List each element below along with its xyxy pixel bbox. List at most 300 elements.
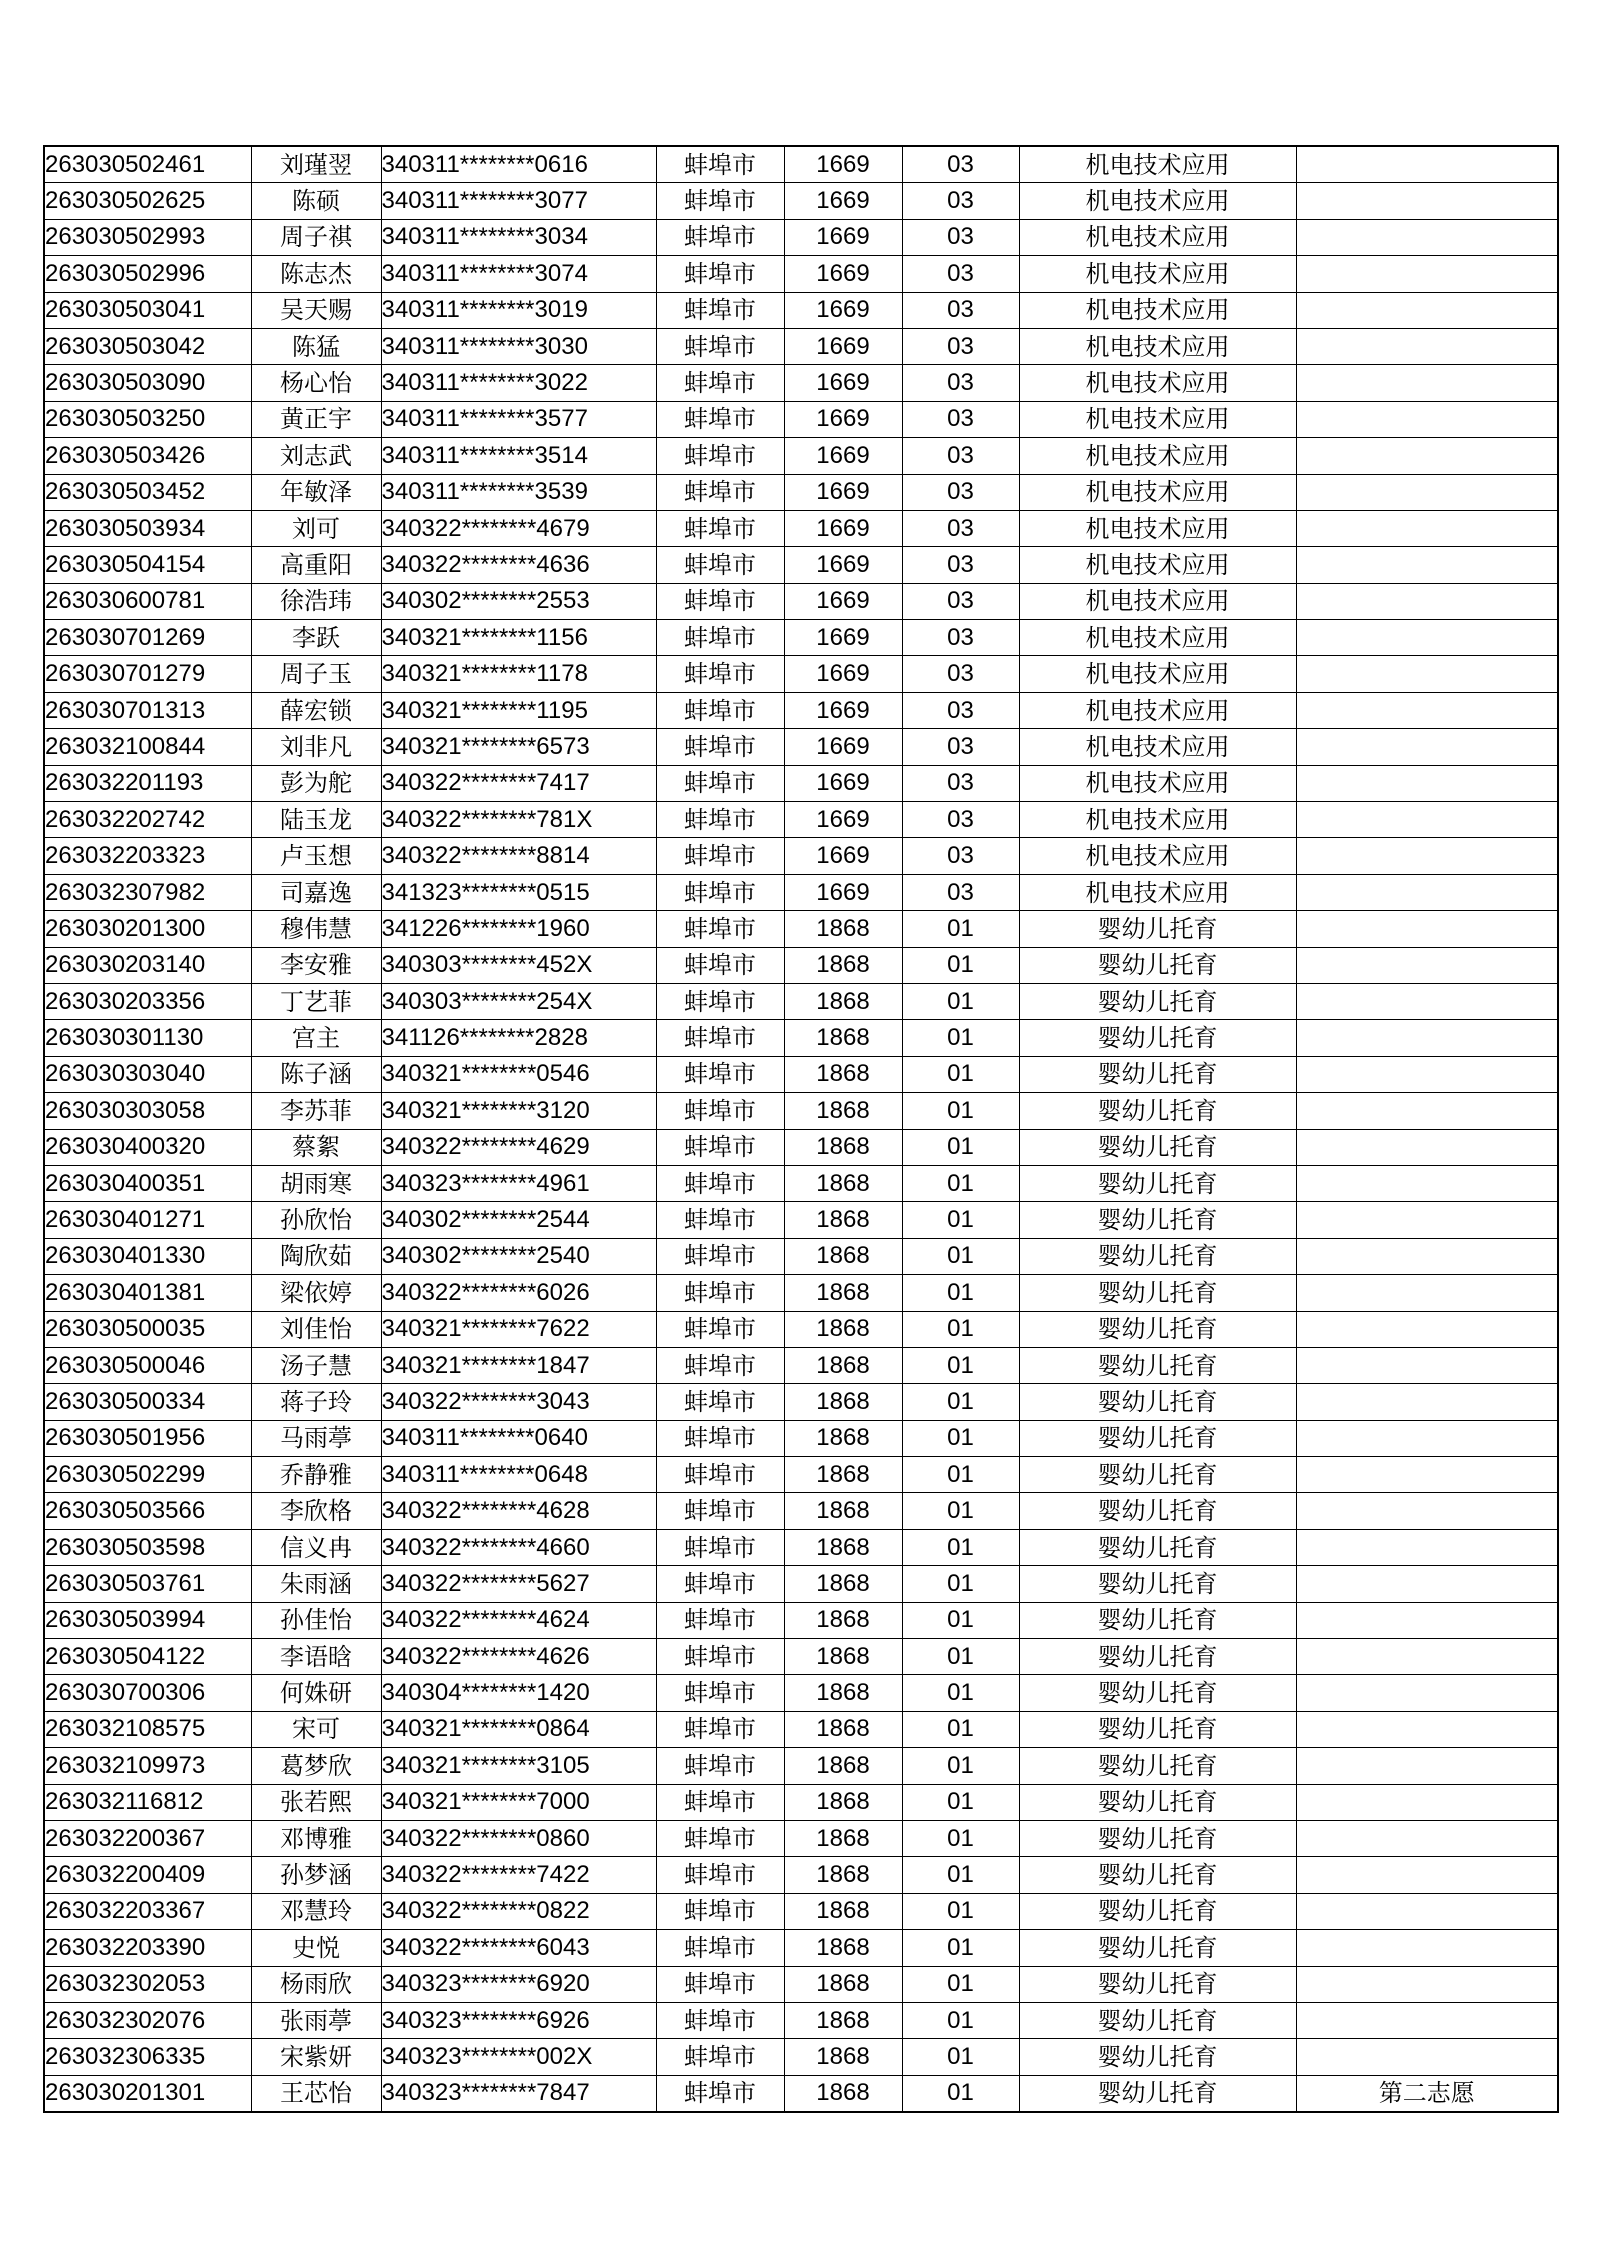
- table-row: [44, 1675, 1558, 1711]
- table-row: [44, 183, 1558, 219]
- major-name-cell: 婴幼儿托育: [1019, 1857, 1296, 1893]
- school-code-cell: 1868: [784, 983, 902, 1019]
- city-cell: 蚌埠市: [656, 219, 784, 255]
- exam-number-cell: 263032302076: [44, 2002, 251, 2038]
- student-name-cell: 张雨葶: [251, 2002, 381, 2038]
- id-card-cell: 340304********1420: [381, 1675, 656, 1711]
- exam-number-cell: 263030600781: [44, 583, 251, 619]
- major-number-cell: 01: [902, 1420, 1019, 1456]
- student-name-cell: 吴天赐: [251, 292, 381, 328]
- major-number-cell: 03: [902, 292, 1019, 328]
- student-name-cell: 丁艺菲: [251, 983, 381, 1019]
- table-row: [44, 1566, 1558, 1602]
- city-cell: 蚌埠市: [656, 1966, 784, 2002]
- major-number-cell: 01: [902, 1165, 1019, 1201]
- note-cell: [1296, 1711, 1558, 1747]
- major-number-cell: 01: [902, 983, 1019, 1019]
- note-cell: [1296, 1930, 1558, 1966]
- major-number-cell: 03: [902, 219, 1019, 255]
- student-name-cell: 陈硕: [251, 183, 381, 219]
- school-code-cell: 1669: [784, 219, 902, 255]
- note-cell: [1296, 656, 1558, 692]
- school-code-cell: 1868: [784, 1238, 902, 1274]
- city-cell: 蚌埠市: [656, 1238, 784, 1274]
- exam-number-cell: 263030700306: [44, 1675, 251, 1711]
- student-name-cell: 宫主: [251, 1020, 381, 1056]
- note-cell: [1296, 1202, 1558, 1238]
- city-cell: 蚌埠市: [656, 874, 784, 910]
- note-cell: [1296, 692, 1558, 728]
- major-number-cell: 01: [902, 1639, 1019, 1675]
- school-code-cell: 1868: [784, 1311, 902, 1347]
- school-code-cell: 1868: [784, 1566, 902, 1602]
- student-name-cell: 史悦: [251, 1930, 381, 1966]
- id-card-cell: 340311********0616: [381, 146, 656, 183]
- major-name-cell: 机电技术应用: [1019, 146, 1296, 183]
- note-cell: [1296, 983, 1558, 1019]
- id-card-cell: 340311********3030: [381, 328, 656, 364]
- table-row: [44, 1784, 1558, 1820]
- major-name-cell: 婴幼儿托育: [1019, 1966, 1296, 2002]
- major-number-cell: 01: [902, 1275, 1019, 1311]
- exam-number-cell: 263030503598: [44, 1529, 251, 1565]
- note-cell: [1296, 1493, 1558, 1529]
- student-name-cell: 年敏泽: [251, 474, 381, 510]
- city-cell: 蚌埠市: [656, 183, 784, 219]
- major-name-cell: 婴幼儿托育: [1019, 1093, 1296, 1129]
- city-cell: 蚌埠市: [656, 1930, 784, 1966]
- major-name-cell: 婴幼儿托育: [1019, 1202, 1296, 1238]
- major-name-cell: 婴幼儿托育: [1019, 1311, 1296, 1347]
- student-name-cell: 李欣格: [251, 1493, 381, 1529]
- school-code-cell: 1868: [784, 1820, 902, 1856]
- student-name-cell: 张若熙: [251, 1784, 381, 1820]
- major-number-cell: 03: [902, 583, 1019, 619]
- note-cell: [1296, 1311, 1558, 1347]
- note-cell: [1296, 1165, 1558, 1201]
- exam-number-cell: 263030502461: [44, 146, 251, 183]
- city-cell: 蚌埠市: [656, 510, 784, 546]
- school-code-cell: 1868: [784, 1493, 902, 1529]
- exam-number-cell: 263032108575: [44, 1711, 251, 1747]
- city-cell: 蚌埠市: [656, 838, 784, 874]
- exam-number-cell: 263030203356: [44, 983, 251, 1019]
- student-name-cell: 陶欣茹: [251, 1238, 381, 1274]
- exam-number-cell: 263032200409: [44, 1857, 251, 1893]
- table-row: [44, 583, 1558, 619]
- school-code-cell: 1669: [784, 328, 902, 364]
- school-code-cell: 1868: [784, 2039, 902, 2075]
- id-card-cell: 340322********4660: [381, 1529, 656, 1565]
- major-number-cell: 01: [902, 1129, 1019, 1165]
- major-number-cell: 01: [902, 1056, 1019, 1092]
- exam-number-cell: 263032203367: [44, 1893, 251, 1929]
- id-card-cell: 340322********7417: [381, 765, 656, 801]
- city-cell: 蚌埠市: [656, 1493, 784, 1529]
- note-cell: [1296, 729, 1558, 765]
- student-name-cell: 刘瑾翌: [251, 146, 381, 183]
- major-name-cell: 机电技术应用: [1019, 365, 1296, 401]
- table-row: [44, 401, 1558, 437]
- major-number-cell: 01: [902, 1311, 1019, 1347]
- exam-number-cell: 263030504154: [44, 547, 251, 583]
- school-code-cell: 1669: [784, 874, 902, 910]
- table-row: [44, 438, 1558, 474]
- id-card-cell: 340322********3043: [381, 1384, 656, 1420]
- id-card-cell: 340321********1178: [381, 656, 656, 692]
- school-code-cell: 1868: [784, 1784, 902, 1820]
- table-row: [44, 547, 1558, 583]
- id-card-cell: 340311********0648: [381, 1457, 656, 1493]
- student-name-cell: 周子玉: [251, 656, 381, 692]
- note-cell: [1296, 1457, 1558, 1493]
- id-card-cell: 340311********3077: [381, 183, 656, 219]
- table-row: [44, 146, 1558, 183]
- exam-number-cell: 263030201301: [44, 2075, 251, 2112]
- exam-number-cell: 263030203140: [44, 947, 251, 983]
- table-row: [44, 1639, 1558, 1675]
- exam-number-cell: 263030502299: [44, 1457, 251, 1493]
- student-name-cell: 李苏菲: [251, 1093, 381, 1129]
- table-row: [44, 765, 1558, 801]
- id-card-cell: 340322********4628: [381, 1493, 656, 1529]
- exam-number-cell: 263030701279: [44, 656, 251, 692]
- exam-number-cell: 263032202742: [44, 802, 251, 838]
- table-row: [44, 292, 1558, 328]
- school-code-cell: 1868: [784, 1457, 902, 1493]
- school-code-cell: 1669: [784, 183, 902, 219]
- exam-number-cell: 263030401330: [44, 1238, 251, 1274]
- student-name-cell: 陈猛: [251, 328, 381, 364]
- city-cell: 蚌埠市: [656, 1602, 784, 1638]
- note-cell: [1296, 510, 1558, 546]
- id-card-cell: 341323********0515: [381, 874, 656, 910]
- student-name-cell: 乔静雅: [251, 1457, 381, 1493]
- id-card-cell: 340321********3120: [381, 1093, 656, 1129]
- id-card-cell: 340321********1156: [381, 620, 656, 656]
- major-number-cell: 03: [902, 874, 1019, 910]
- roster-body: [44, 146, 1558, 2112]
- major-name-cell: 机电技术应用: [1019, 547, 1296, 583]
- table-row: [44, 1420, 1558, 1456]
- table-row: [44, 1748, 1558, 1784]
- exam-number-cell: 263032109973: [44, 1748, 251, 1784]
- school-code-cell: 1669: [784, 838, 902, 874]
- id-card-cell: 340311********3022: [381, 365, 656, 401]
- major-number-cell: 01: [902, 1893, 1019, 1929]
- city-cell: 蚌埠市: [656, 1639, 784, 1675]
- id-card-cell: 340321********1195: [381, 692, 656, 728]
- table-row: [44, 874, 1558, 910]
- table-row: [44, 219, 1558, 255]
- major-number-cell: 03: [902, 802, 1019, 838]
- city-cell: 蚌埠市: [656, 1893, 784, 1929]
- city-cell: 蚌埠市: [656, 547, 784, 583]
- major-number-cell: 03: [902, 547, 1019, 583]
- exam-number-cell: 263030303058: [44, 1093, 251, 1129]
- student-name-cell: 刘非凡: [251, 729, 381, 765]
- student-name-cell: 黄正宇: [251, 401, 381, 437]
- city-cell: 蚌埠市: [656, 2002, 784, 2038]
- table-row: [44, 1129, 1558, 1165]
- note-cell: [1296, 1857, 1558, 1893]
- school-code-cell: 1868: [784, 1056, 902, 1092]
- table-row: [44, 2075, 1558, 2112]
- school-code-cell: 1868: [784, 1347, 902, 1383]
- table-row: [44, 1602, 1558, 1638]
- exam-number-cell: 263030303040: [44, 1056, 251, 1092]
- student-name-cell: 信义冉: [251, 1529, 381, 1565]
- school-code-cell: 1669: [784, 547, 902, 583]
- city-cell: 蚌埠市: [656, 1784, 784, 1820]
- city-cell: 蚌埠市: [656, 583, 784, 619]
- city-cell: 蚌埠市: [656, 1165, 784, 1201]
- note-cell: [1296, 874, 1558, 910]
- note-cell: [1296, 583, 1558, 619]
- student-name-cell: 司嘉逸: [251, 874, 381, 910]
- id-card-cell: 340302********2540: [381, 1238, 656, 1274]
- table-row: [44, 947, 1558, 983]
- note-cell: [1296, 620, 1558, 656]
- student-name-cell: 葛梦欣: [251, 1748, 381, 1784]
- note-cell: [1296, 1020, 1558, 1056]
- school-code-cell: 1868: [784, 947, 902, 983]
- table-row: [44, 911, 1558, 947]
- note-cell: [1296, 2002, 1558, 2038]
- note-cell: [1296, 1529, 1558, 1565]
- table-row: [44, 474, 1558, 510]
- city-cell: 蚌埠市: [656, 1711, 784, 1747]
- school-code-cell: 1868: [784, 911, 902, 947]
- table-row: [44, 1093, 1558, 1129]
- note-cell: [1296, 438, 1558, 474]
- city-cell: 蚌埠市: [656, 292, 784, 328]
- major-number-cell: 01: [902, 1784, 1019, 1820]
- major-name-cell: 婴幼儿托育: [1019, 2075, 1296, 2112]
- id-card-cell: 340311********3539: [381, 474, 656, 510]
- note-cell: [1296, 1820, 1558, 1856]
- note-cell: 第二志愿: [1296, 2075, 1558, 2112]
- id-card-cell: 340323********002X: [381, 2039, 656, 2075]
- major-number-cell: 03: [902, 474, 1019, 510]
- id-card-cell: 340311********0640: [381, 1420, 656, 1456]
- id-card-cell: 340303********452X: [381, 947, 656, 983]
- student-name-cell: 宋可: [251, 1711, 381, 1747]
- id-card-cell: 340323********4961: [381, 1165, 656, 1201]
- note-cell: [1296, 765, 1558, 801]
- school-code-cell: 1868: [784, 1857, 902, 1893]
- major-name-cell: 婴幼儿托育: [1019, 1675, 1296, 1711]
- major-name-cell: 机电技术应用: [1019, 656, 1296, 692]
- exam-number-cell: 263030503452: [44, 474, 251, 510]
- exam-number-cell: 263032100844: [44, 729, 251, 765]
- major-name-cell: 机电技术应用: [1019, 874, 1296, 910]
- major-number-cell: 01: [902, 1457, 1019, 1493]
- major-name-cell: 婴幼儿托育: [1019, 1602, 1296, 1638]
- major-name-cell: 婴幼儿托育: [1019, 1493, 1296, 1529]
- note-cell: [1296, 1784, 1558, 1820]
- major-number-cell: 03: [902, 146, 1019, 183]
- school-code-cell: 1669: [784, 510, 902, 546]
- major-name-cell: 婴幼儿托育: [1019, 1275, 1296, 1311]
- id-card-cell: 340311********3514: [381, 438, 656, 474]
- exam-number-cell: 263030201300: [44, 911, 251, 947]
- major-number-cell: 01: [902, 2002, 1019, 2038]
- id-card-cell: 340311********3577: [381, 401, 656, 437]
- city-cell: 蚌埠市: [656, 1566, 784, 1602]
- major-name-cell: 婴幼儿托育: [1019, 1748, 1296, 1784]
- school-code-cell: 1669: [784, 802, 902, 838]
- table-row: [44, 1165, 1558, 1201]
- school-code-cell: 1669: [784, 474, 902, 510]
- major-number-cell: 01: [902, 1966, 1019, 2002]
- id-card-cell: 340311********3074: [381, 256, 656, 292]
- major-name-cell: 婴幼儿托育: [1019, 2039, 1296, 2075]
- major-name-cell: 机电技术应用: [1019, 765, 1296, 801]
- city-cell: 蚌埠市: [656, 1093, 784, 1129]
- note-cell: [1296, 256, 1558, 292]
- major-name-cell: 婴幼儿托育: [1019, 1529, 1296, 1565]
- city-cell: 蚌埠市: [656, 1748, 784, 1784]
- student-name-cell: 卢玉想: [251, 838, 381, 874]
- exam-number-cell: 263030503566: [44, 1493, 251, 1529]
- city-cell: 蚌埠市: [656, 401, 784, 437]
- city-cell: 蚌埠市: [656, 620, 784, 656]
- id-card-cell: 340322********4626: [381, 1639, 656, 1675]
- note-cell: [1296, 947, 1558, 983]
- city-cell: 蚌埠市: [656, 1457, 784, 1493]
- table-row: [44, 656, 1558, 692]
- exam-number-cell: 263030501956: [44, 1420, 251, 1456]
- major-name-cell: 机电技术应用: [1019, 620, 1296, 656]
- table-row: [44, 1529, 1558, 1565]
- exam-number-cell: 263032203390: [44, 1930, 251, 1966]
- student-name-cell: 梁依婷: [251, 1275, 381, 1311]
- school-code-cell: 1868: [784, 1165, 902, 1201]
- note-cell: [1296, 1893, 1558, 1929]
- id-card-cell: 340322********4679: [381, 510, 656, 546]
- note-cell: [1296, 911, 1558, 947]
- student-name-cell: 刘佳怡: [251, 1311, 381, 1347]
- major-name-cell: 机电技术应用: [1019, 838, 1296, 874]
- major-number-cell: 03: [902, 401, 1019, 437]
- student-name-cell: 穆伟慧: [251, 911, 381, 947]
- note-cell: [1296, 1966, 1558, 2002]
- exam-number-cell: 263030503426: [44, 438, 251, 474]
- note-cell: [1296, 1420, 1558, 1456]
- table-row: [44, 1493, 1558, 1529]
- exam-number-cell: 263030503934: [44, 510, 251, 546]
- major-name-cell: 婴幼儿托育: [1019, 1420, 1296, 1456]
- table-row: [44, 1930, 1558, 1966]
- table-row: [44, 1857, 1558, 1893]
- student-name-cell: 邓博雅: [251, 1820, 381, 1856]
- school-code-cell: 1868: [784, 1529, 902, 1565]
- major-number-cell: 03: [902, 510, 1019, 546]
- school-code-cell: 1669: [784, 401, 902, 437]
- city-cell: 蚌埠市: [656, 911, 784, 947]
- school-code-cell: 1669: [784, 656, 902, 692]
- exam-number-cell: 263032203323: [44, 838, 251, 874]
- note-cell: [1296, 1675, 1558, 1711]
- table-row: [44, 1457, 1558, 1493]
- major-number-cell: 01: [902, 1493, 1019, 1529]
- major-number-cell: 01: [902, 911, 1019, 947]
- student-name-cell: 孙佳怡: [251, 1602, 381, 1638]
- school-code-cell: 1868: [784, 1675, 902, 1711]
- school-code-cell: 1669: [784, 729, 902, 765]
- school-code-cell: 1868: [784, 1275, 902, 1311]
- note-cell: [1296, 146, 1558, 183]
- city-cell: 蚌埠市: [656, 802, 784, 838]
- student-name-cell: 马雨葶: [251, 1420, 381, 1456]
- note-cell: [1296, 328, 1558, 364]
- major-name-cell: 婴幼儿托育: [1019, 1056, 1296, 1092]
- note-cell: [1296, 183, 1558, 219]
- major-number-cell: 01: [902, 1093, 1019, 1129]
- major-name-cell: 婴幼儿托育: [1019, 1566, 1296, 1602]
- exam-number-cell: 263030500035: [44, 1311, 251, 1347]
- table-row: [44, 1893, 1558, 1929]
- major-number-cell: 01: [902, 1529, 1019, 1565]
- roster-sheet: [43, 145, 1557, 2113]
- major-name-cell: 婴幼儿托育: [1019, 1129, 1296, 1165]
- city-cell: 蚌埠市: [656, 438, 784, 474]
- note-cell: [1296, 1093, 1558, 1129]
- school-code-cell: 1868: [784, 1093, 902, 1129]
- city-cell: 蚌埠市: [656, 1311, 784, 1347]
- exam-number-cell: 263030500046: [44, 1347, 251, 1383]
- school-code-cell: 1669: [784, 583, 902, 619]
- school-code-cell: 1868: [784, 1602, 902, 1638]
- exam-number-cell: 263030503761: [44, 1566, 251, 1602]
- major-number-cell: 01: [902, 1602, 1019, 1638]
- exam-number-cell: 263030504122: [44, 1639, 251, 1675]
- table-row: [44, 729, 1558, 765]
- major-number-cell: 01: [902, 1820, 1019, 1856]
- school-code-cell: 1868: [784, 1202, 902, 1238]
- exam-number-cell: 263032306335: [44, 2039, 251, 2075]
- major-number-cell: 01: [902, 1202, 1019, 1238]
- school-code-cell: 1669: [784, 620, 902, 656]
- major-name-cell: 婴幼儿托育: [1019, 1165, 1296, 1201]
- city-cell: 蚌埠市: [656, 1529, 784, 1565]
- student-name-cell: 朱雨涵: [251, 1566, 381, 1602]
- id-card-cell: 340321********7000: [381, 1784, 656, 1820]
- student-name-cell: 孙欣怡: [251, 1202, 381, 1238]
- student-name-cell: 王芯怡: [251, 2075, 381, 2112]
- major-number-cell: 03: [902, 183, 1019, 219]
- major-name-cell: 机电技术应用: [1019, 256, 1296, 292]
- city-cell: 蚌埠市: [656, 328, 784, 364]
- id-card-cell: 340321********1847: [381, 1347, 656, 1383]
- id-card-cell: 340322********7422: [381, 1857, 656, 1893]
- major-number-cell: 01: [902, 1020, 1019, 1056]
- student-name-cell: 刘志武: [251, 438, 381, 474]
- id-card-cell: 340322********8814: [381, 838, 656, 874]
- city-cell: 蚌埠市: [656, 947, 784, 983]
- student-name-cell: 刘可: [251, 510, 381, 546]
- student-name-cell: 陈子涵: [251, 1056, 381, 1092]
- exam-number-cell: 263032302053: [44, 1966, 251, 2002]
- school-code-cell: 1669: [784, 256, 902, 292]
- major-name-cell: 机电技术应用: [1019, 328, 1296, 364]
- city-cell: 蚌埠市: [656, 1420, 784, 1456]
- major-name-cell: 机电技术应用: [1019, 292, 1296, 328]
- id-card-cell: 340302********2544: [381, 1202, 656, 1238]
- major-name-cell: 婴幼儿托育: [1019, 1784, 1296, 1820]
- exam-number-cell: 263030503041: [44, 292, 251, 328]
